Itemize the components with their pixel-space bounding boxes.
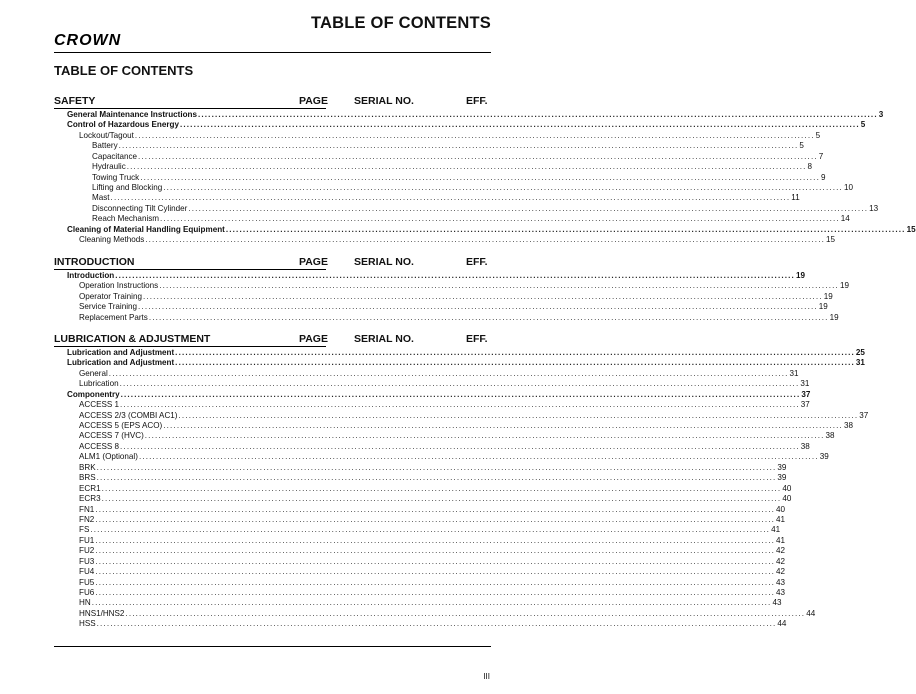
header-divider (54, 52, 491, 53)
toc-entry[interactable] (67, 347, 865, 358)
toc-entry-page: 43 (776, 588, 786, 598)
toc-entry-label: Capacitance (92, 151, 137, 161)
toc-entry[interactable] (79, 130, 821, 141)
toc-entry-page: 37 (801, 389, 811, 399)
dot-leader: ........................................................................................................................................................................................................ (159, 281, 839, 291)
toc-entry-page: 37 (800, 400, 810, 410)
toc-entry[interactable] (79, 494, 792, 504)
footer-divider (54, 646, 491, 647)
section-name: SAFETY (54, 95, 96, 107)
toc-entry[interactable] (79, 556, 786, 567)
toc-entry-label: General (79, 368, 108, 378)
toc-entry-page: 43 (772, 598, 782, 608)
toc-entry-label: ECR3 (79, 494, 101, 504)
dot-leader: ........................................................................................................................................................................................................ (138, 452, 819, 462)
dot-leader: ........................................................................................................................................................................................................ (101, 483, 782, 493)
toc-entry[interactable] (79, 431, 835, 442)
toc-entry-page: 8 (807, 162, 813, 172)
dot-leader: ........................................................................................................................................................................................................ (115, 270, 795, 280)
toc-entry[interactable] (92, 193, 800, 204)
dot-leader: ........................................................................................................................................................................................................ (138, 151, 818, 161)
serial-column-header: SERIAL NO. (354, 95, 414, 107)
dot-leader: ........................................................................................................................................................................................................ (126, 162, 807, 172)
toc-entry-page: 38 (800, 441, 810, 451)
toc-entry-page: 15 (826, 235, 836, 245)
dot-leader: ........................................................................................................................................................................................................ (95, 546, 776, 556)
toc-entry-label: Hydraulic (92, 162, 126, 172)
toc-entry[interactable] (92, 141, 804, 151)
toc-entry[interactable] (79, 577, 786, 588)
eff-column-header: EFF. (466, 333, 488, 345)
dot-leader: ........................................................................................................................................................................................................ (163, 421, 843, 431)
toc-entry-label: Introduction (67, 270, 115, 280)
dot-leader: ........................................................................................................................................................................................................ (140, 172, 820, 182)
toc-entry[interactable] (67, 270, 805, 281)
toc-entry-page: 5 (860, 120, 866, 130)
toc-entry-page: 42 (776, 567, 786, 577)
toc-entry-label: Lubrication and Adjustment (67, 347, 175, 357)
toc-entry-label: HN (79, 598, 91, 608)
toc-entry-page: 19 (839, 281, 849, 291)
toc-entry[interactable] (92, 183, 853, 193)
toc-entry-page: 19 (823, 291, 833, 301)
dot-leader: ........................................................................................................................................................................................................ (175, 347, 855, 357)
toc-entry[interactable] (67, 389, 811, 400)
page-number: III (483, 672, 490, 681)
dot-leader: ........................................................................................................................................................................................................ (125, 608, 806, 618)
toc-entry-page: 7 (818, 151, 824, 161)
toc-entry-label: Cleaning Methods (79, 235, 145, 245)
toc-entry-page: 19 (818, 302, 828, 312)
toc-entry-label: Cleaning of Material Handling Equipment (67, 224, 225, 234)
section-name: INTRODUCTION (54, 256, 135, 268)
dot-leader: ........................................................................................................................................................................................................ (101, 494, 782, 504)
toc-entry-list (0, 109, 916, 246)
toc-entry-page: 43 (776, 577, 786, 587)
toc-entry-page: 42 (776, 546, 786, 556)
toc-entry-page: 41 (776, 535, 786, 545)
toc-entry-label: Battery (92, 141, 118, 151)
toc-entry-label: ECR1 (79, 483, 101, 493)
toc-entry-page: 40 (782, 494, 792, 504)
dot-leader: ........................................................................................................................................................................................................ (178, 410, 859, 420)
toc-entry-page: 41 (776, 514, 786, 524)
toc-entry-page: 44 (777, 619, 787, 629)
dot-leader: ........................................................................................................................................................................................................ (145, 235, 825, 245)
toc-entry-label: Lubrication and Adjustment (67, 358, 175, 368)
dot-leader: ........................................................................................................................................................................................................ (179, 120, 860, 130)
toc-entry-list (0, 347, 869, 630)
toc-entry-page: 10 (843, 183, 853, 193)
serial-column-header: SERIAL NO. (354, 333, 414, 345)
dot-leader: ........................................................................................................................................................................................................ (197, 109, 878, 119)
toc-entry[interactable] (79, 546, 786, 556)
dot-leader: ........................................................................................................................................................................................................ (108, 368, 789, 378)
dot-leader: ........................................................................................................................................................................................................ (96, 473, 777, 483)
toc-title: TABLE OF CONTENTS (54, 63, 194, 78)
toc-entry[interactable] (79, 368, 799, 379)
dot-leader: ........................................................................................................................................................................................................ (148, 312, 829, 322)
toc-entry-label: Componentry (67, 389, 120, 399)
toc-entry-label: Service Training (79, 302, 138, 312)
toc-entry-label: FU5 (79, 577, 95, 587)
toc-entry-page: 11 (791, 193, 800, 203)
dot-leader: ........................................................................................................................................................................................................ (95, 588, 776, 598)
toc-entry[interactable] (92, 214, 850, 224)
toc-entry-label: Operator Training (79, 291, 142, 301)
toc-entry-page: 37 (859, 410, 869, 420)
dot-leader: ........................................................................................................................................................................................................ (119, 379, 800, 389)
dot-leader: ........................................................................................................................................................................................................ (118, 141, 799, 151)
toc-entry[interactable] (79, 504, 786, 515)
toc-entry-label: BRS (79, 473, 96, 483)
toc-entry[interactable] (92, 151, 824, 162)
toc-entry[interactable] (79, 588, 786, 598)
toc-entry-label: Lubrication (79, 379, 119, 389)
toc-entry-label: BRK (79, 462, 96, 472)
toc-entry-list (0, 270, 849, 323)
section-underline (54, 108, 326, 109)
section-name: LUBRICATION & ADJUSTMENT (54, 333, 211, 345)
toc-entry-page: 40 (776, 504, 786, 514)
eff-column-header: EFF. (466, 95, 488, 107)
toc-entry-page: 39 (777, 462, 787, 472)
toc-entry[interactable] (92, 162, 813, 172)
toc-entry-page: 14 (840, 214, 850, 224)
toc-entry[interactable] (79, 421, 853, 431)
toc-entry[interactable] (79, 302, 828, 312)
toc-entry-label: HNS1/HNS2 (79, 608, 125, 618)
section-lubrication-adjustment (0, 333, 869, 630)
toc-entry-label: General Maintenance Instructions (67, 109, 197, 119)
brand-text: CROWN (54, 32, 122, 49)
toc-entry-label: FU2 (79, 546, 95, 556)
toc-entry-label: ACCESS 2/3 (COMBI AC1) (79, 410, 178, 420)
toc-entry-page: 19 (795, 270, 805, 280)
toc-entry[interactable] (79, 452, 829, 462)
toc-entry[interactable] (79, 608, 816, 619)
section-underline (54, 346, 326, 347)
dot-leader: ........................................................................................................................................................................................................ (160, 214, 840, 224)
toc-entry-label: Lifting and Blocking (92, 183, 163, 193)
page-column-header: PAGE (299, 256, 328, 268)
toc-entry-page: 44 (806, 608, 816, 618)
section-introduction (0, 256, 849, 323)
toc-entry[interactable] (67, 109, 884, 120)
dot-leader: ........................................................................................................................................................................................................ (95, 577, 776, 587)
toc-entry-label: FN2 (79, 514, 95, 524)
dot-leader: ........................................................................................................................................................................................................ (95, 514, 776, 524)
toc-entry-page: 42 (776, 556, 786, 566)
toc-entry[interactable] (79, 619, 787, 629)
toc-entry[interactable] (79, 441, 810, 452)
dot-leader: ........................................................................................................................................................................................................ (95, 504, 776, 514)
toc-entry-label: Reach Mechanism (92, 214, 160, 224)
dot-leader: ........................................................................................................................................................................................................ (163, 183, 843, 193)
section-safety (0, 95, 916, 246)
toc-entry-page: 9 (820, 172, 826, 182)
toc-entry-label: HSS (79, 619, 96, 629)
page-column-header: PAGE (299, 95, 328, 107)
toc-entry-label: FU6 (79, 588, 95, 598)
toc-entry-page: 41 (771, 525, 781, 535)
dot-leader: ........................................................................................................................................................................................................ (120, 389, 801, 399)
toc-entry-label: ALM1 (Optional) (79, 452, 138, 462)
serial-column-header: SERIAL NO. (354, 256, 414, 268)
toc-entry[interactable] (67, 224, 916, 235)
toc-entry-label: FU1 (79, 535, 95, 545)
toc-entry[interactable] (79, 410, 869, 421)
dot-leader: ........................................................................................................................................................................................................ (110, 193, 791, 203)
eff-column-header: EFF. (466, 256, 488, 268)
toc-entry-label: Mast (92, 193, 110, 203)
toc-entry[interactable] (79, 514, 786, 525)
toc-entry[interactable] (79, 598, 782, 609)
dot-leader: ........................................................................................................................................................................................................ (95, 535, 776, 545)
toc-entry-label: Operation Instructions (79, 281, 159, 291)
dot-leader: ........................................................................................................................................................................................................ (225, 224, 906, 234)
toc-entry[interactable] (67, 120, 866, 130)
toc-entry-label: FN1 (79, 504, 95, 514)
toc-entry-page: 40 (782, 483, 792, 493)
toc-entry-label: ACCESS 7 (HVC) (79, 431, 144, 441)
toc-entry[interactable] (79, 567, 786, 577)
section-header (0, 256, 533, 270)
dot-leader: ........................................................................................................................................................................................................ (120, 400, 800, 410)
dot-leader: ........................................................................................................................................................................................................ (96, 462, 777, 472)
toc-entry-page: 19 (829, 312, 839, 322)
dot-leader: ........................................................................................................................................................................................................ (91, 598, 772, 608)
section-header (0, 333, 533, 347)
toc-entry[interactable] (79, 379, 810, 389)
toc-entry-page: 25 (855, 347, 865, 357)
toc-entry[interactable] (79, 235, 836, 245)
toc-entry-page: 5 (799, 141, 804, 151)
crown-logo (54, 31, 128, 47)
dot-leader: ........................................................................................................................................................................................................ (134, 130, 815, 140)
toc-entry-page: 15 (906, 224, 916, 234)
toc-entry-label: ACCESS 5 (EPS ACO) (79, 421, 163, 431)
section-underline (54, 269, 326, 270)
dot-leader: ........................................................................................................................................................................................................ (142, 291, 823, 301)
toc-entry-page: 38 (825, 431, 835, 441)
dot-leader: ........................................................................................................................................................................................................ (96, 619, 777, 629)
toc-entry-label: ACCESS 8 (79, 441, 120, 451)
toc-entry-label: ACCESS 1 (79, 400, 120, 410)
toc-entry-page: 39 (819, 452, 829, 462)
dot-leader: ........................................................................................................................................................................................................ (144, 431, 825, 441)
toc-entry[interactable] (79, 483, 792, 494)
toc-entry-label: FU3 (79, 556, 95, 566)
toc-entry-page: 31 (789, 368, 799, 378)
dot-leader: ........................................................................................................................................................................................................ (175, 358, 855, 368)
dot-leader: ........................................................................................................................................................................................................ (120, 441, 800, 451)
toc-entry-label: Lockout/Tagout (79, 130, 134, 140)
dot-leader: ........................................................................................................................................................................................................ (90, 525, 771, 535)
toc-entry[interactable] (79, 400, 810, 410)
toc-entry[interactable] (79, 535, 786, 546)
toc-entry-page: 31 (800, 379, 810, 389)
toc-entry[interactable] (79, 473, 787, 483)
toc-entry-page: 3 (878, 109, 884, 119)
toc-entry[interactable] (67, 358, 865, 368)
dot-leader: ........................................................................................................................................................................................................ (138, 302, 818, 312)
toc-entry-page: 38 (843, 421, 853, 431)
toc-entry-page: 31 (855, 358, 865, 368)
toc-entry-label: FS (79, 525, 90, 535)
toc-entry[interactable] (79, 462, 787, 473)
dot-leader: ........................................................................................................................................................................................................ (95, 556, 776, 566)
toc-entry-label: Towing Truck (92, 172, 140, 182)
toc-entry[interactable] (79, 525, 781, 535)
toc-entry[interactable] (79, 281, 849, 291)
toc-entry[interactable] (92, 203, 879, 214)
toc-entry[interactable] (79, 291, 833, 302)
toc-entry[interactable] (79, 312, 839, 323)
header-title: TABLE OF CONTENTS (310, 14, 491, 32)
dot-leader: ........................................................................................................................................................................................................ (188, 203, 869, 213)
toc-entry-label: Replacement Parts (79, 312, 148, 322)
dot-leader: ........................................................................................................................................................................................................ (95, 567, 776, 577)
toc-entry-label: Control of Hazardous Energy (67, 120, 179, 130)
toc-entry-label: FU4 (79, 567, 95, 577)
section-header (0, 95, 533, 109)
page-column-header: PAGE (299, 333, 328, 345)
toc-entry-label: Disconnecting Tilt Cylinder (92, 203, 188, 213)
toc-entry-page: 13 (869, 203, 879, 213)
toc-entry[interactable] (92, 172, 826, 183)
toc-entry-page: 39 (777, 473, 787, 483)
toc-entry-page: 5 (815, 130, 821, 140)
